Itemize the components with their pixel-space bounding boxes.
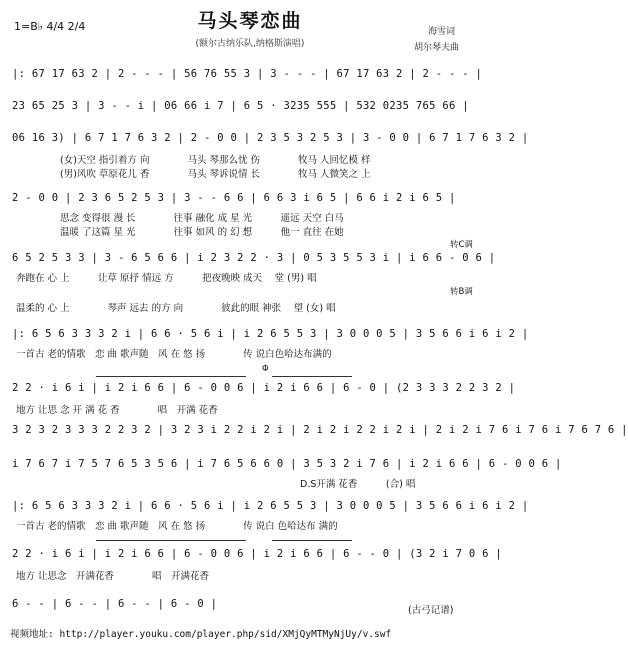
lyric-line: 一首古 老的情歌 恋 曲 歌声随 风 在 悠 扬 传 说白色哈达布满的: [16, 349, 332, 360]
copyist-credit: (古弓记谱): [408, 605, 454, 616]
lyric-line: (女)天空 指引着方 向 马头 琴那么忧 伤 牧马 人回忆模 样: [60, 155, 371, 166]
notation-line: 2 - 0 0 | 2 3 6 5 2 5 3 | 3 - - 6 6 | 6 6 3 i 6 5 | 6 6 i 2 i 6 5 |: [12, 192, 456, 204]
notation-line: |: 6 5 6 3 3 3 2 i | 6 6 · 5 6 i | i 2 6 5 5 3 | 3 0 0 0 5 | 3 5 6 6 i 6 i 2 |: [12, 328, 529, 340]
lyric-line: 一首古 老的情歌 恋 曲 歌声随 风 在 悠 扬 传 说白 色哈达布 满的: [16, 521, 338, 532]
notation-line: 6 - - | 6 - - | 6 - - | 6 - 0 |: [12, 598, 218, 610]
lyric-line: 地方 让思念 开满花香 唱 开满花香: [16, 571, 210, 582]
notation-line: 06 16 3) | 6 7 1 7 6 3 2 | 2 - 0 0 | 2 3 5 3 2 5 3 | 3 - 0 0 | 6 7 1 7 6 3 2 |: [12, 132, 529, 144]
lyricist-credit: 海雪词: [428, 27, 456, 37]
lyric-line: 温暖 了这篇 星 光 往事 如风 的 幻 想 他一 直往 在她: [60, 227, 344, 238]
composer-credit: 胡尔琴夫曲: [414, 43, 460, 53]
lyric-line: (男)风吹 草原花儿 香 马头 琴诉说情 长 牧马 人微笑之 上: [60, 169, 371, 180]
key-change-marker: 转C调: [450, 240, 473, 250]
lyric-line: 温柔的 心 上 琴声 远去 的方 向 彼此的眼 神张 望 (女) 唱: [16, 303, 336, 314]
lyric-line: 地方 让思 念 开 满 花 香 唱 开满 花香: [16, 405, 218, 416]
notation-line: 3 2 3 2 3 3 3 2 2 3 2 | 3 2 3 i 2 2 i 2 i | 2 i 2 i 2 2 i 2 i | 2 i 2 i 7 6 i 7 6 i 7 6 7 6 |: [12, 424, 628, 436]
notation-line: 2 2 · i 6 i | i 2 i 6 6 | 6 - 0 0 6 | i 2 i 6 6 | 6 - 0 | (2 3 3 3 2 2 3 2 |: [12, 382, 516, 394]
video-url-link[interactable]: 视频地址: http://player.youku.com/player.php/sid/XMjQyMTMyNjUy/v.swf: [10, 629, 392, 640]
coda-marker: Φ: [262, 364, 269, 374]
key-change-marker: 转B调: [450, 287, 473, 297]
notation-line: i 7 6 7 i 7 5 7 6 5 3 5 6 | i 7 6 5 6 6 0 | 3 5 3 2 i 7 6 | i 2 i 6 6 | 6 - 0 0 6 |: [12, 458, 562, 470]
lyric-line: D.S开满 花香 (合) 唱: [300, 479, 416, 490]
notation-line: |: 67 17 63 2 | 2 - - - | 56 76 55 3 | 3 - - - | 67 17 63 2 | 2 - - - |: [12, 68, 483, 80]
key-signature: 1=B♭ 4/4 2/4: [14, 20, 86, 33]
song-title: 马头琴恋曲: [197, 10, 303, 32]
performer-note: (额尔古纳乐队,纳格斯演唱): [195, 39, 305, 49]
notation-line: 2 2 · i 6 i | i 2 i 6 6 | 6 - 0 0 6 | i 2 i 6 6 | 6 - - 0 | (3 2 i 7 0 6 |: [12, 548, 502, 560]
lyric-line: 奔跑在 心 上 让草 原抒 情远 方 把夜晚映 成天 堂 (男) 唱: [16, 273, 317, 284]
notation-line: |: 6 5 6 3 3 3 2 i | 6 6 · 5 6 i | i 2 6 5 5 3 | 3 0 0 0 5 | 3 5 6 6 i 6 i 2 |: [12, 500, 529, 512]
lyric-line: 思念 变得很 漫 长 往事 融化 成 星 光 遥远 天空 白马: [60, 213, 344, 224]
notation-line: 23 65 25 3 | 3 - - i | 06 66 i 7 | 6 5 · 3235 555 | 532 0235 765 66 |: [12, 100, 469, 112]
notation-line: 6 5 2 5 3 3 | 3 - 6 5 6 6 | i 2 3 2 2 · 3 | 0 5 3 5 5 3 i | i 6 6 - 0 6 |: [12, 252, 496, 264]
